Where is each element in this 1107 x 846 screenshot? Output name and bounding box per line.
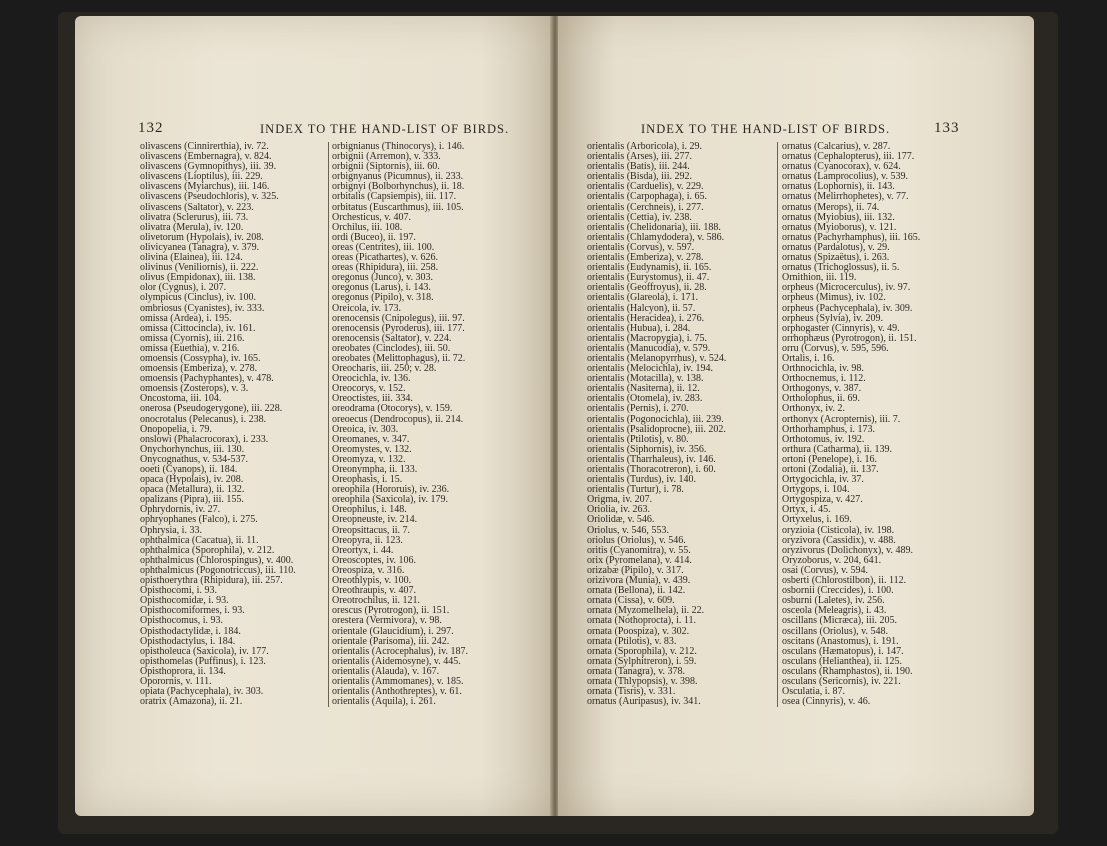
index-entry: orientalis (Carduelis), v. 229. <box>587 181 704 193</box>
index-entry: opalizans (Pipra), iii. 155. <box>140 494 244 506</box>
index-entry: orescus (Pyrotrogon), ii. 151. <box>332 605 450 617</box>
index-entry: Oreocorys, v. 152. <box>332 383 406 395</box>
index-entry: orientale (Parisoma), iii. 242. <box>332 635 450 647</box>
index-entry: ornata (Cissa), v. 609. <box>587 595 675 607</box>
index-entry: ornatus (Melirrhophetes), v. 77. <box>782 191 909 203</box>
index-entry: orphogaster (Cinnyris), v. 49. <box>782 322 900 334</box>
index-entry: oreas (Centrites), iii. 100. <box>332 241 435 253</box>
index-entry: orientalis (Eurystomus), ii. 47. <box>587 272 710 284</box>
index-entry: Ornithion, iii. 119. <box>782 272 857 284</box>
index-entry: oregonus (Larus), i. 143. <box>332 282 431 294</box>
index-entry: ortoni (Zodalia), ii. 137. <box>782 464 879 475</box>
index-entry: Orchesticus, v. 407. <box>332 211 412 223</box>
index-entry: ophthalmica (Cacatua), ii. 11. <box>140 534 259 546</box>
index-entry: orientalis (Arses), iii. 277. <box>587 151 692 163</box>
index-entry: ornatus (Lamprocolius), v. 539. <box>782 171 908 183</box>
index-entry: Ophrysia, i. 33. <box>140 524 202 536</box>
index-entry: orizivora (Munia), v. 439. <box>587 575 691 587</box>
index-entry: Opisthodactylus, i. 184. <box>140 635 236 647</box>
index-entry: ordi (Buceo), ii. 197. <box>332 231 416 243</box>
index-entry: orizabæ (Pipilo), v. 317. <box>587 564 684 576</box>
index-entry: ornatus (Pachyrhamphus), iii. 165. <box>782 231 921 243</box>
index-entry: osberti (Chlorostilbon), ii. 112. <box>782 575 907 587</box>
page-number: 133 <box>934 120 960 136</box>
index-entry: opiata (Pachycephala), iv. 303. <box>140 686 264 698</box>
index-entry: orbignianus (Thinocorys), i. 146. <box>332 141 465 152</box>
index-entry: orientalis (Emberiza), v. 278. <box>587 252 704 264</box>
index-entry: Oreopyra, ii. 123. <box>332 534 403 546</box>
index-entry: olivascens (Embernagra), v. 824. <box>140 151 272 163</box>
index-entry: osculans (Helianthea), ii. 125. <box>782 655 902 667</box>
index-entry: Ophrydornis, iv. 27. <box>140 504 221 516</box>
index-entry: orestera (Vermivora), v. 98. <box>332 615 442 627</box>
index-entry: oreas (Picathartes), v. 626. <box>332 252 438 264</box>
index-entry: orthonyx (Acropternis), iii. 7. <box>782 413 901 425</box>
index-entry: osai (Corvus), v. 594. <box>782 564 869 576</box>
index-entry: Orchilus, iii. 108. <box>332 221 403 233</box>
index-entry: orientalis (Aidemosyne), v. 445. <box>332 655 461 667</box>
index-entry: orbignyanus (Picumnus), ii. 233. <box>332 171 464 183</box>
index-entry: orbignii (Siptornis), iii. 60. <box>332 161 440 173</box>
index-entry: orientalis (Pernis), i. 270. <box>587 403 689 415</box>
index-entry: orru (Corvus), v. 595, 596. <box>782 342 889 354</box>
index-entry: Oreophilus, i. 148. <box>332 504 407 516</box>
index-entry: Oreotrochilus, ii. 121. <box>332 595 421 607</box>
index-entry: onslowi (Phalacrocorax), i. 233. <box>140 433 269 445</box>
index-entry: orientalis (Arboricola), i. 29. <box>587 141 702 152</box>
index-entry: Opisthocomus, i. 93. <box>140 615 224 627</box>
index-entry: orientalis (Cettia), iv. 238. <box>587 211 692 223</box>
index-entry: Oriolidæ, v. 546. <box>587 514 655 526</box>
index-entry: ornatus (Lophornis), ii. 143. <box>782 181 895 193</box>
index-entry: orientalis (Tharrhaleus), iv. 146. <box>587 453 716 465</box>
index-entry: orpheus (Sylvia), iv. 209. <box>782 312 884 324</box>
index-entry: Oreothlypis, v. 100. <box>332 575 412 587</box>
index-entry: Oreothraupis, v. 407. <box>332 585 417 597</box>
index-entry: Oreomystes, v. 132. <box>332 443 412 455</box>
index-entry: ornatus (Spizaëtus), i. 263. <box>782 252 890 264</box>
index-entry: oriolus (Oriolus), v. 546. <box>587 534 686 546</box>
index-entry: Orthogonys, v. 387. <box>782 383 862 395</box>
index-entry: opisthomelas (Puffinus), i. 123. <box>140 655 266 667</box>
index-entry: oscitans (Anastomus), i. 191. <box>782 635 899 647</box>
index-entry: ornata (Tanagra), v. 378. <box>587 665 686 677</box>
index-entry: osbornii (Creccides), i. 100. <box>782 585 894 597</box>
index-entry: onocrotalus (Pelecanus), i. 238. <box>140 413 267 425</box>
index-entry: orientalis (Acrocephalus), iv. 187. <box>332 645 468 657</box>
index-entry: osea (Cinnyris), v. 46. <box>782 696 871 708</box>
index-entry: Opisthodactylidæ, i. 184. <box>140 625 241 637</box>
index-entry: ornata (Poospiza), v. 302. <box>587 625 690 637</box>
index-entry: omissa (Cittocincla), iv. 161. <box>140 322 256 334</box>
index-entry: orbitalis (Capsiempis), iii. 117. <box>332 191 457 203</box>
index-entry: osceola (Meleagris), i. 43. <box>782 605 887 617</box>
index-entry: omoensis (Zosterops), v. 3. <box>140 383 249 395</box>
index-entry: orientalis (Melanopyrrhus), v. 524. <box>587 352 727 364</box>
index-entry: Ortalis, i. 16. <box>782 352 835 364</box>
index-entry: oritis (Cyanomitra), v. 55. <box>587 544 691 556</box>
index-entry: opaca (Metallura), ii. 132. <box>140 484 245 496</box>
index-entry: onerosa (Pseudogerygone), iii. 228. <box>140 403 283 415</box>
index-entry: Oporornis, v. 111. <box>140 675 212 687</box>
index-entry: orientalis (Glareola), i. 171. <box>587 292 699 304</box>
index-entry: ornatus (Cyanocorax), v. 624. <box>782 161 901 173</box>
index-entry: orientalis (Carpophaga), i. 65. <box>587 191 707 203</box>
index-entry: ophryophanes (Falco), i. 275. <box>140 514 258 526</box>
index-entry: oscillans (Micræca), iii. 205. <box>782 615 897 627</box>
index-entry: ornata (Thlypopsis), v. 398. <box>587 675 698 687</box>
index-entry: oratrix (Amazona), ii. 21. <box>140 696 243 708</box>
index-entry: orientalis (Corvus), v. 597. <box>587 241 695 253</box>
index-entry: orix (Pyromelana), v. 414. <box>587 554 692 566</box>
index-entry: olivascens (Myiarchus), iii. 146. <box>140 181 270 193</box>
index-entry: Opisthocomiformes, i. 93. <box>140 605 245 617</box>
index-entry: Opisthocomidæ, i. 93. <box>140 595 229 607</box>
index-entry: oryzioia (Cisticola), iv. 198. <box>782 524 895 536</box>
index-entry: orientalis (Otomela), iv. 283. <box>587 393 703 405</box>
index-entry: oregonus (Junco), v. 303. <box>332 272 434 284</box>
index-entry: Orthonyx, iv. 2. <box>782 403 845 415</box>
index-entry: Ortholophus, ii. 69. <box>782 393 861 405</box>
index-entry: Onycognathus, v. 534-537. <box>140 453 248 465</box>
index-entry: Onopopelia, i. 79. <box>140 423 212 435</box>
index-entry: omissa (Euethia), v. 216. <box>140 342 240 354</box>
index-entry: orientalis (Motacilla), v. 138. <box>587 373 704 385</box>
index-entry: orientalis (Manucodia), v. 579. <box>587 342 711 354</box>
index-entry: oreodrama (Otocorys), v. 159. <box>332 403 453 415</box>
index-entry: Orthorhamphus, i. 173. <box>782 423 876 435</box>
index-entry: Oriolia, iv. 263. <box>587 504 650 516</box>
index-entry: orenocensis (Cnipolegus), iii. 97. <box>332 312 465 324</box>
index-entry: oreobates (Melittophagus), ii. 72. <box>332 352 466 364</box>
index-entry: oreophila (Hororuis), iv. 236. <box>332 484 450 496</box>
index-entry: orbignyi (Bolborhynchus), ii. 18. <box>332 181 465 193</box>
index-entry: orientalis (Hubua), i. 284. <box>587 322 691 334</box>
index-entry: Opisthocomi, i. 93. <box>140 585 217 597</box>
index-entry: ornatus (Pardalotus), v. 29. <box>782 241 890 253</box>
index-entry: orientalis (Alauda), v. 167. <box>332 665 440 677</box>
index-entry: olivetorum (Hypolais), iv. 208. <box>140 231 264 243</box>
index-entry: Oreoscoptes, iv. 106. <box>332 554 417 566</box>
index-entry: orientalis (Batis), iii. 244. <box>587 161 690 173</box>
index-entry: orthura (Catharma), ii. 139. <box>782 443 892 455</box>
index-entry: orientalis (Eudynamis), ii. 165. <box>587 262 712 274</box>
index-entry: osburni (Laletes), iv. 256. <box>782 595 885 607</box>
index-entry: olor (Cygnus), i. 207. <box>140 282 227 294</box>
index-entry: oryzivora (Cassidix), v. 488. <box>782 534 896 546</box>
index-entry: ortoni (Penelope), i. 16. <box>782 453 877 465</box>
index-entry: olivascens (Gymnopithys), iii. 39. <box>140 161 277 173</box>
index-entry: orientale (Glaucidium), i. 297. <box>332 625 454 637</box>
index-entry: orenocensis (Saltator), v. 224. <box>332 332 452 344</box>
index-entry: ophthalmicus (Pogonotriccus), iii. 110. <box>140 564 296 576</box>
index-entry: olivatra (Sclerurus), iii. 73. <box>140 211 249 223</box>
index-entry: olivascens (Saltator), v. 223. <box>140 201 254 213</box>
index-entry: orbignii (Arremon), v. 333. <box>332 151 441 163</box>
index-entry: orientalis (Cerchneis), i. 277. <box>587 201 704 213</box>
index-entry: osculans (Rhamphastos), ii. 190. <box>782 665 913 677</box>
index-entry: ornatus (Myioborus), v. 121. <box>782 221 897 233</box>
index-entry: orpheus (Mimus), iv. 102. <box>782 292 886 304</box>
index-entry: Oreicola, iv. 173. <box>332 302 402 314</box>
index-entry: ornata (Ptilotis), v. 83. <box>587 635 677 647</box>
index-entry: oreobates (Cinclodes), iii. 50. <box>332 342 451 354</box>
index-column-1 <box>587 142 726 707</box>
index-entry: orientalis (Melocichla), iv. 194. <box>587 363 713 375</box>
index-entry: Ortyx, i. 45. <box>782 504 831 516</box>
index-entry: orientalis (Aquila), i. 261. <box>332 696 436 708</box>
index-entry: Oreopsittacus, ii. 7. <box>332 524 411 536</box>
index-entry: orientalis (Macropygia), i. 75. <box>587 332 707 344</box>
index-entry: orientalis (Ammomanes), v. 185. <box>332 675 464 687</box>
index-entry: Oriolus, v. 546, 553. <box>587 524 669 536</box>
index-entry: orientalis (Turtur), i. 78. <box>587 484 684 496</box>
index-entry: ornatus (Auripasus), iv. 341. <box>587 696 701 708</box>
index-entry: olivascens (Pseudochloris), v. 325. <box>140 191 279 203</box>
index-entry: orientalis (Ptilotis), v. 80. <box>587 433 689 445</box>
index-entry: Oreophasis, i. 15. <box>332 474 403 486</box>
index-entry: Orthotomus, iv. 192. <box>782 433 865 445</box>
index-entry: osculans (Hæmatopus), i. 147. <box>782 645 904 657</box>
index-entry: Ortygops, i. 104. <box>782 484 850 496</box>
index-entry: Orthnocichla, iv. 98. <box>782 363 864 375</box>
index-entry: Oryzoborus, v. 204, 641. <box>782 554 882 566</box>
index-entry: osculans (Sericornis), iv. 221. <box>782 675 901 687</box>
index-entry: olivatra (Merula), iv. 120. <box>140 221 244 233</box>
index-entry: ornata (Nothoprocta), i. 11. <box>587 615 697 627</box>
index-entry: omoensis (Cossypha), iv. 165. <box>140 352 261 364</box>
column-divider <box>777 142 778 707</box>
index-entry: orientalis (Chlamydodera), v. 586. <box>587 231 725 243</box>
index-entry: oreophila (Saxicola), iv. 179. <box>332 494 448 506</box>
index-entry: Oreoctistes, iii. 334. <box>332 393 413 405</box>
index-entry: omoensis (Emberiza), v. 278. <box>140 363 258 375</box>
index-entry: orientalis (Pogonocichla), iii. 239. <box>587 413 724 425</box>
index-entry: Ortygocichla, iv. 37. <box>782 474 864 486</box>
index-entry: oryzivorus (Dolichonyx), v. 489. <box>782 544 913 556</box>
index-entry: ornata (Tisris), v. 331. <box>587 686 676 698</box>
index-entry: olivascens (Lioptilus), iii. 229. <box>140 171 263 183</box>
index-entry: Ortygospiza, v. 427. <box>782 494 863 506</box>
index-entry: orientalis (Heracidea), i. 276. <box>587 312 705 324</box>
running-title: INDEX TO THE HAND-LIST OF BIRDS. <box>260 122 510 136</box>
index-column-2 <box>782 142 920 707</box>
index-entry: omoensis (Pachyphantes), v. 478. <box>140 373 274 385</box>
index-entry: ornata (Sporophila), v. 212. <box>587 645 697 657</box>
index-entry: opisthoerythra (Rhipidura), iii. 257. <box>140 575 283 587</box>
index-entry: Oreomanes, v. 347. <box>332 433 410 445</box>
index-entry: Oncostoma, iii. 104. <box>140 393 222 405</box>
index-entry: ornatus (Merops), ii. 74. <box>782 201 880 213</box>
index-entry: Oreospiza, v. 316. <box>332 564 405 576</box>
index-entry: orbitatus (Euscarthmus), iii. 105. <box>332 201 464 213</box>
index-entry: orrhophæus (Pyrotrogon), ii. 151. <box>782 332 917 344</box>
index-entry: orientalis (Psalidoprocne), iii. 202. <box>587 423 726 435</box>
index-entry: Onychorhynchus, iii. 130. <box>140 443 245 455</box>
index-entry: orientalis (Halcyon), ii. 57. <box>587 302 696 314</box>
left-page <box>75 16 553 816</box>
index-entry: olympicus (Cinclus), iv. 100. <box>140 292 257 304</box>
index-entry: orientalis (Chelidonaria), iii. 188. <box>587 221 721 233</box>
index-entry: orientalis (Bisda), iii. 292. <box>587 171 692 183</box>
index-entry: Oreoica, iv. 303. <box>332 423 399 435</box>
index-entry: opaca (Hypolais), iv. 208. <box>140 474 244 486</box>
index-entry: Origma, iv. 207. <box>587 494 653 506</box>
running-title: INDEX TO THE HAND-LIST OF BIRDS. <box>641 122 891 136</box>
index-entry: ornata (Sylphitreron), i. 59. <box>587 655 697 667</box>
index-entry: oscillans (Oriolus), v. 548. <box>782 625 889 637</box>
column-divider <box>328 142 329 707</box>
index-entry: ornatus (Myiobius), iii. 132. <box>782 211 895 223</box>
index-entry: Opisthoprora, ii. 134. <box>140 665 226 677</box>
right-page <box>558 16 1034 816</box>
index-entry: ornatus (Calcarius), v. 287. <box>782 141 891 152</box>
index-entry: ornatus (Trichoglossus), ii. 5. <box>782 262 900 274</box>
index-entry: orenocensis (Pyroderus), iii. 177. <box>332 322 465 334</box>
index-column-2 <box>332 142 468 707</box>
index-entry: orpheus (Pachycephala), iv. 309. <box>782 302 913 314</box>
index-entry: Orthocnemus, i. 112. <box>782 373 866 385</box>
index-entry: olivus (Empidonax), iii. 138. <box>140 272 256 284</box>
index-entry: orientalis (Anthothreptes), v. 61. <box>332 686 462 698</box>
index-column-1 <box>140 142 296 707</box>
index-entry: ornatus (Cephalopterus), iii. 177. <box>782 151 915 163</box>
index-entry: ophthalmica (Sporophila), v. 212. <box>140 544 275 556</box>
index-entry: Osculatia, i. 87. <box>782 686 846 698</box>
index-entry: olivinus (Veniliornis), ii. 222. <box>140 262 259 274</box>
index-entry: Oreocichla, iv. 136. <box>332 373 411 385</box>
index-entry: Ortyxelus, i. 169. <box>782 514 852 526</box>
index-entry: omissa (Ardea), i. 195. <box>140 312 232 324</box>
index-entry: olivina (Elainea), iii. 124. <box>140 252 243 264</box>
index-entry: Oreocharis, iii. 250; v. 28. <box>332 363 437 375</box>
index-entry: olivicyanea (Tanagra), v. 379. <box>140 241 260 253</box>
index-entry: oreoecus (Dendrocopus), ii. 214. <box>332 413 464 425</box>
index-entry: oreas (Rhipidura), iii. 258. <box>332 262 439 274</box>
index-entry: ophthalmicus (Chlorospingus), v. 400. <box>140 554 294 566</box>
index-entry: ombriosus (Cyanistes), iv. 333. <box>140 302 265 314</box>
index-entry: orientalis (Geoffroyus), ii. 28. <box>587 282 707 294</box>
index-entry: orientalis (Turdus), iv. 140. <box>587 474 696 486</box>
index-entry: Oreopneuste, iv. 214. <box>332 514 418 526</box>
index-entry: orientalis (Nasiterna), ii. 12. <box>587 383 700 395</box>
index-entry: Oreortyx, i. 44. <box>332 544 394 556</box>
index-entry: Oreomyza, v. 132. <box>332 453 406 465</box>
index-entry: ornata (Myzomelhela), ii. 22. <box>587 605 705 617</box>
index-entry: olivascens (Cinnirerthia), iv. 72. <box>140 141 269 152</box>
index-entry: omissa (Cyornis), iii. 216. <box>140 332 245 344</box>
index-entry: opistholeuca (Saxicola), iv. 177. <box>140 645 269 657</box>
index-entry: oregonus (Pipilo), v. 318. <box>332 292 434 304</box>
index-entry: orientalis (Thoracotreron), i. 60. <box>587 464 716 475</box>
page-number: 132 <box>138 120 164 136</box>
index-entry: orientalis (Siphornis), iv. 356. <box>587 443 707 455</box>
index-entry: orpheus (Microcerculus), iv. 97. <box>782 282 911 294</box>
index-entry: Oreonympha, ii. 133. <box>332 464 418 475</box>
index-entry: ooeti (Cyanops), ii. 184. <box>140 464 238 475</box>
index-entry: ornata (Bellona), ii. 142. <box>587 585 686 597</box>
